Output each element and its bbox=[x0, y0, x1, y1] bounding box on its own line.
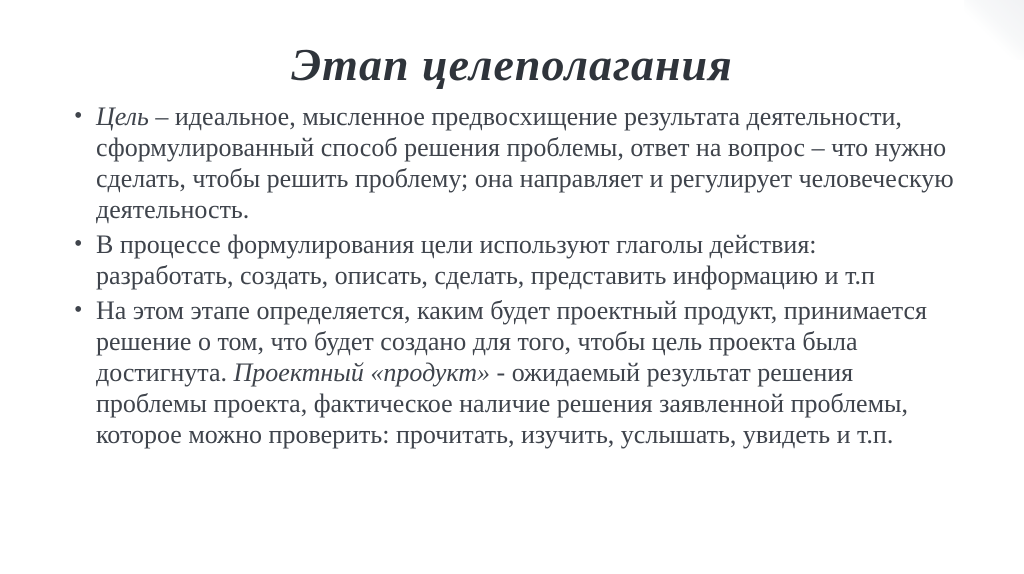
product-definition: - ожидаемый результат решения проблемы проекта, фактическое наличие решения заявленной проблемы, которое можно проверить: прочитать, изучить, услышать, увидеть и т.п. bbox=[96, 358, 909, 449]
goal-definition: – идеальное, мысленное предвосхищение результата деятельности, сформулированный способ решения проблемы, ответ на вопрос – что нужно сделать, чтобы решить проблему; она направляет и регулирует человеческую деятельность. bbox=[96, 102, 954, 224]
verbs-text: В процессе формулирования цели используют глаголы действия: разработать, создать, описать, сделать, представить информацию и т.п bbox=[96, 230, 875, 290]
slide-title: Этап целеполагания bbox=[291, 39, 733, 90]
bullet-icon: • bbox=[74, 297, 83, 323]
product-intro: На этом этапе определяется, каким будет проектный продукт, принимается решение о том, что будет создано для того, чтобы цель проекта была достигнута. bbox=[96, 296, 927, 387]
bullet-icon: • bbox=[74, 103, 83, 129]
bullet-icon: • bbox=[74, 231, 83, 257]
bullet-list bbox=[74, 101, 954, 454]
bullet-item-goal bbox=[74, 101, 954, 225]
bullet-item-product bbox=[74, 295, 954, 450]
product-term: Проектный «продукт» bbox=[233, 358, 491, 387]
goal-term: Цель bbox=[96, 102, 149, 131]
bullet-item-verbs bbox=[74, 229, 954, 291]
